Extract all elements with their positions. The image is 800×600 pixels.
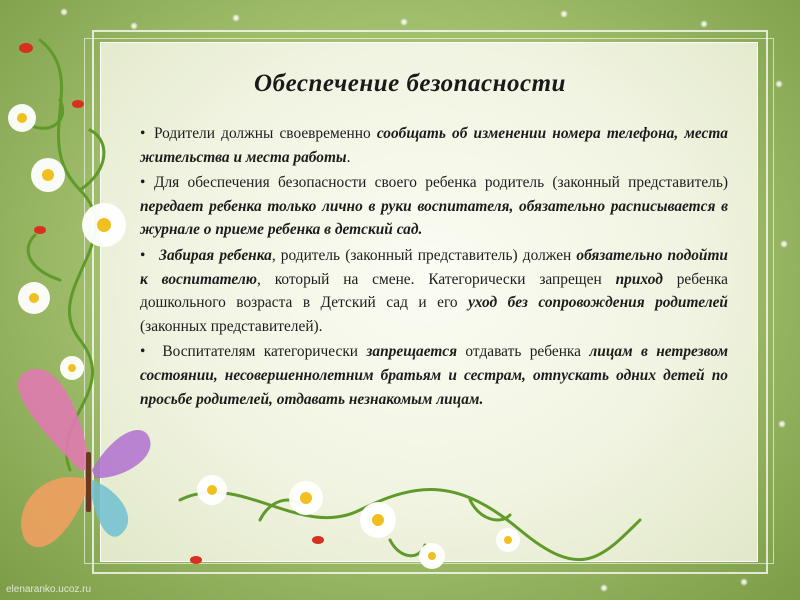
- emphasis-run: лицам в нетрезвом состоянии, несовершеннолетним братьям и сестрам, отпускать одних детей по просьбе родителей, отдавать незнакомым лицам.: [140, 343, 728, 408]
- text-run: , родитель (законный представитель) должен: [271, 246, 577, 264]
- bullet-icon: •: [140, 174, 146, 192]
- text-run: .: [346, 148, 351, 166]
- paragraph-contact-info: [140, 122, 728, 169]
- emphasis-run: Забирая ребенка: [154, 246, 272, 264]
- vine-bottom: [180, 490, 640, 560]
- bullet-icon: •: [140, 246, 146, 264]
- emphasis-run: сообщать об изменении номера телефона, места жительства и места работы: [140, 125, 728, 166]
- bullet-icon: •: [140, 125, 146, 142]
- butterfly-icon: [18, 369, 150, 547]
- text-run: , который на смене. Категорически запрещен: [257, 270, 616, 288]
- paragraph-handover: [140, 171, 728, 242]
- emphasis-run: приход: [615, 270, 663, 288]
- emphasis-run: запрещается: [366, 343, 458, 361]
- paragraph-prohibitions: [140, 340, 728, 411]
- text-run: Для обеспечения безопасности своего ребенка родитель (законный представитель): [154, 174, 728, 192]
- text-run: ребенка дошкольного возраста в Детский сад и его: [140, 270, 728, 312]
- watermark: elenaranko.ucoz.ru: [6, 584, 92, 595]
- slide-content: [140, 122, 728, 413]
- emphasis-run: обязательно подойти к воспитателю: [140, 246, 728, 288]
- text-run: (законных представителей).: [140, 317, 323, 335]
- text-run: Родители должны своевременно: [154, 125, 377, 142]
- bullet-icon: •: [140, 343, 146, 361]
- text-run: Воспитателям категорически: [154, 343, 367, 361]
- emphasis-run: уход без сопровождения родителей: [468, 294, 728, 312]
- paragraph-pickup: [140, 244, 728, 338]
- slide-title: Обеспечение безопасности: [254, 70, 566, 97]
- emphasis-run: передает ребенка только лично в руки воспитателя, обязательно расписывается в журнале о приеме ребенка в детский сад.: [140, 197, 728, 239]
- text-run: отдавать ребенка: [457, 343, 590, 361]
